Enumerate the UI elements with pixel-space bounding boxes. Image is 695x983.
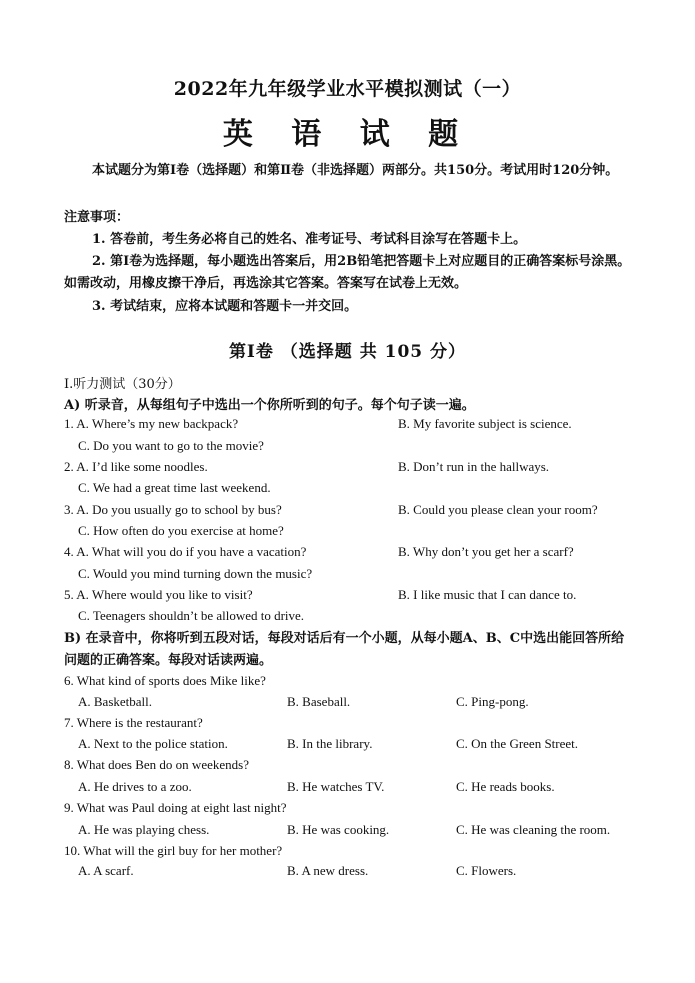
q3-option-c: C. How often do you exercise at home? — [78, 523, 284, 538]
q2-option-c: C. We had a great time last weekend. — [78, 480, 271, 495]
q3-option-b: B. Could you please clean your room? — [398, 502, 598, 517]
q8-option-b: B. He watches TV. — [287, 779, 385, 794]
q8-question: 8. What does Ben do on weekends? — [64, 757, 249, 772]
q7-option-c: C. On the Green Street. — [456, 736, 579, 751]
q8-option-c: C. He reads books. — [456, 779, 555, 794]
q7-option-a: A. Next to the police station. — [78, 736, 228, 751]
q10-option-a: A. A scarf. — [78, 863, 134, 878]
q5-option-c: C. Teenagers shouldn’t be allowed to drive. — [78, 608, 305, 623]
q1-option-c: C. Do you want to go to the movie? — [78, 438, 264, 453]
note-item-3: 3. 考试结束，应将本试题和答题卡一并交回。 — [92, 299, 358, 314]
note-item-1: 1. 答卷前，考生务必将自己的姓名、准考证号、考试科目涂写在答题卡上。 — [92, 232, 527, 247]
q6-question: 6. What kind of sports does Mike like? — [64, 673, 266, 688]
intro-paragraph: 本试题分为第Ⅰ卷（选择题）和第Ⅱ卷（非选择题）两部分。共150分。考试用时120分钟。 — [92, 163, 619, 178]
listening-heading: Ⅰ.听力测试（30分） — [64, 377, 181, 392]
q3-option-a: 3. A. Do you usually go to school by bus? — [64, 502, 282, 517]
q6-option-a: A. Basketball. — [78, 694, 153, 709]
q5-option-b: B. I like music that I can dance to. — [398, 587, 577, 602]
q10-option-c: C. Flowers. — [456, 863, 517, 878]
q2-option-b: B. Don’t run in the hallways. — [398, 459, 550, 474]
part-a-instruction: A) 听录音，从每组句子中选出一个你所听到的句子。每个句子读一遍。 — [64, 398, 475, 413]
q10-question: 10. What will the girl buy for her mother? — [64, 843, 283, 858]
note-item-2: 2. 第Ⅰ卷为选择题，每小题选出答案后，用2B铅笔把答题卡上对应题目的正确答案标号涂黑。如需改动，用橡皮擦干净后，再选涂其它答案。答案写在试卷上无效。 — [64, 254, 631, 291]
exam-title: 2022年九年级学业水平模拟测试（一） — [173, 78, 522, 100]
notes-heading: 注意事项： — [64, 210, 130, 225]
q2-option-a: 2. A. I’d like some noodles. — [64, 459, 208, 474]
part-b-instruction: B) 在录音中，你将听到五段对话，每段对话后有一个小题，从每小题A、B、C中选出能回答所给问题的正确答案。每段对话读两遍。 — [64, 631, 625, 668]
exam-subtitle: 英 语 试 题 — [222, 117, 473, 152]
q4-option-c: C. Would you mind turning down the music? — [78, 566, 313, 581]
q7-question: 7. Where is the restaurant? — [64, 715, 203, 730]
q8-option-a: A. He drives to a zoo. — [78, 779, 192, 794]
q9-option-c: C. He was cleaning the room. — [456, 822, 611, 837]
q9-option-b: B. He was cooking. — [287, 822, 390, 837]
q1-option-a: 1. A. Where’s my new backpack? — [64, 416, 239, 431]
q9-question: 9. What was Paul doing at eight last night? — [64, 800, 287, 815]
q6-option-c: C. Ping-pong. — [456, 694, 529, 709]
q1-option-b: B. My favorite subject is science. — [398, 416, 572, 431]
q4-option-b: B. Why don’t you get her a scarf? — [398, 544, 574, 559]
q10-option-b: B. A new dress. — [287, 863, 369, 878]
section-title: 第Ⅰ卷 （选择题 共 105 分） — [228, 342, 467, 362]
q4-option-a: 4. A. What will you do if you have a vacation? — [64, 544, 307, 559]
q5-option-a: 5. A. Where would you like to visit? — [64, 587, 253, 602]
q7-option-b: B. In the library. — [287, 736, 373, 751]
q9-option-a: A. He was playing chess. — [78, 822, 210, 837]
q6-option-b: B. Baseball. — [287, 694, 351, 709]
